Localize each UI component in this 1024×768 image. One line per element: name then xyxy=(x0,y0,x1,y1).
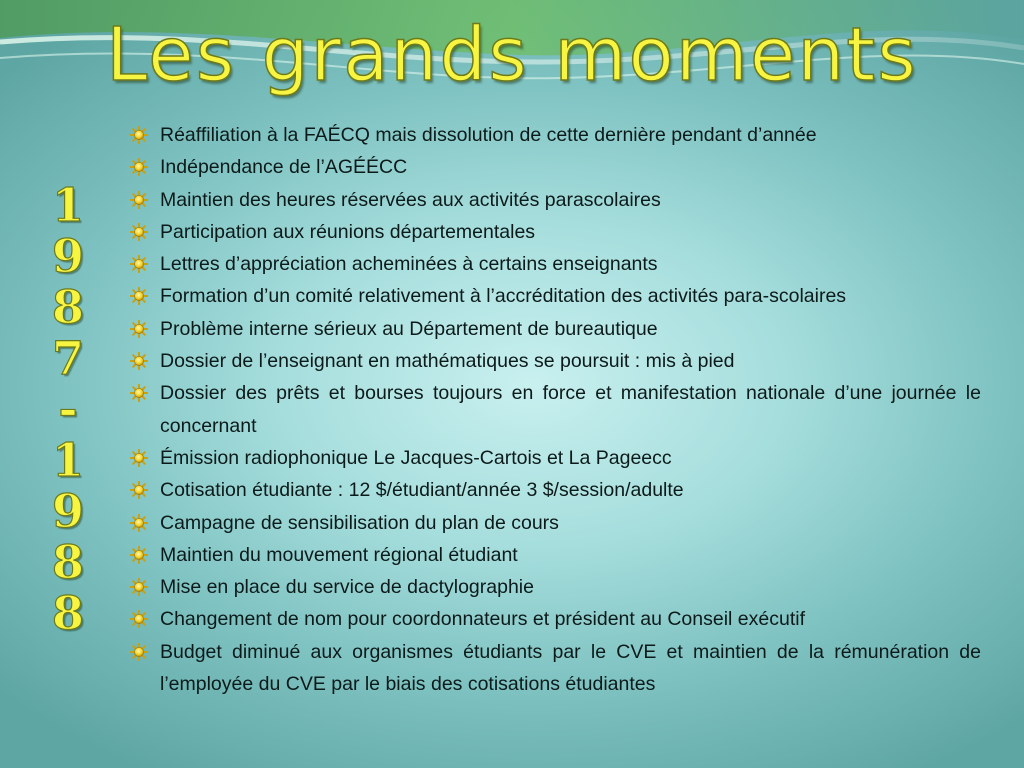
sunburst-bullet-icon xyxy=(130,546,148,564)
sunburst-bullet-icon xyxy=(130,320,148,338)
bullet-item xyxy=(130,345,981,377)
year-char: 8 xyxy=(51,280,84,334)
bullet-list xyxy=(130,119,981,700)
bullet-text: Cotisation étudiante : 12 $/étudiant/année 3 $/session/adulte xyxy=(160,479,684,502)
bullet-text: Indépendance de l’AGÉÉCC xyxy=(160,156,408,179)
bullet-item xyxy=(130,507,981,539)
year-char: 9 xyxy=(51,229,84,283)
bullet-text: Maintien des heures réservées aux activités parascolaires xyxy=(160,188,661,211)
bullet-text: Formation d’un comité relativement à l’accréditation des activités para-scolaires xyxy=(160,285,847,308)
year-char: 9 xyxy=(51,484,84,538)
year-char: - xyxy=(58,382,78,436)
sunburst-bullet-icon xyxy=(130,255,148,273)
bullet-item xyxy=(130,313,981,345)
bullet-item xyxy=(130,248,981,280)
sunburst-bullet-icon xyxy=(130,223,148,241)
bullet-text: Problème interne sérieux au Département de bureautique xyxy=(160,317,658,340)
sunburst-bullet-icon xyxy=(130,610,148,628)
bullet-item xyxy=(130,184,981,216)
bullet-text: Émission radiophonique Le Jacques-Cartois et La Pageecc xyxy=(160,446,672,469)
bullet-text: Réaffiliation à la FAÉCQ mais dissolution de cette dernière pendant d’année xyxy=(160,124,817,146)
bullet-item xyxy=(130,603,981,635)
bullet-item xyxy=(130,151,981,183)
bullet-item xyxy=(130,377,981,442)
bullet-text: Maintien du mouvement régional étudiant xyxy=(160,543,518,566)
sunburst-bullet-icon xyxy=(130,158,148,176)
year-char: 1 xyxy=(51,178,84,232)
sunburst-bullet-icon xyxy=(130,126,148,144)
year-char: 8 xyxy=(51,535,84,589)
year-char: 8 xyxy=(51,586,84,640)
bullet-item xyxy=(130,474,981,506)
year-char: 1 xyxy=(51,433,84,487)
sunburst-bullet-icon xyxy=(130,578,148,596)
year-char: 7 xyxy=(51,331,84,385)
sunburst-bullet-icon xyxy=(130,287,148,305)
sunburst-bullet-icon xyxy=(130,352,148,370)
bullet-item xyxy=(130,571,981,603)
bullet-item xyxy=(130,442,981,474)
sunburst-bullet-icon xyxy=(130,449,148,467)
bullet-text: Mise en place du service de dactylographie xyxy=(160,576,534,599)
vertical-year-range xyxy=(40,180,96,639)
sunburst-bullet-icon xyxy=(130,481,148,499)
bullet-text: Participation aux réunions départementales xyxy=(160,220,536,243)
slide-title: Les grands moments xyxy=(106,12,918,98)
bullet-item xyxy=(130,280,981,312)
sunburst-bullet-icon xyxy=(130,384,148,402)
bullet-text: Lettres d’appréciation acheminées à certains enseignants xyxy=(160,253,658,276)
bullet-text: Changement de nom pour coordonnateurs et président au Conseil exécutif xyxy=(160,608,805,631)
bullet-item xyxy=(130,539,981,571)
bullet-text: Campagne de sensibilisation du plan de cours xyxy=(160,511,559,534)
sunburst-bullet-icon xyxy=(130,514,148,532)
bullet-item xyxy=(130,119,981,151)
bullet-text: Dossier des prêts et bourses toujours en force et manifestation nationale d’une journée le concernant xyxy=(160,382,981,437)
sunburst-bullet-icon xyxy=(130,191,148,209)
sunburst-bullet-icon xyxy=(130,643,148,661)
bullet-text: Budget diminué aux organismes étudiants par le CVE et maintien de la rémunération de l’employée du CVE par le biais des cotisations étudiantes xyxy=(160,640,981,696)
bullet-item xyxy=(130,216,981,248)
bullet-item xyxy=(130,636,981,701)
bullet-text: Dossier de l’enseignant en mathématiques se poursuit : mis à pied xyxy=(160,350,735,373)
